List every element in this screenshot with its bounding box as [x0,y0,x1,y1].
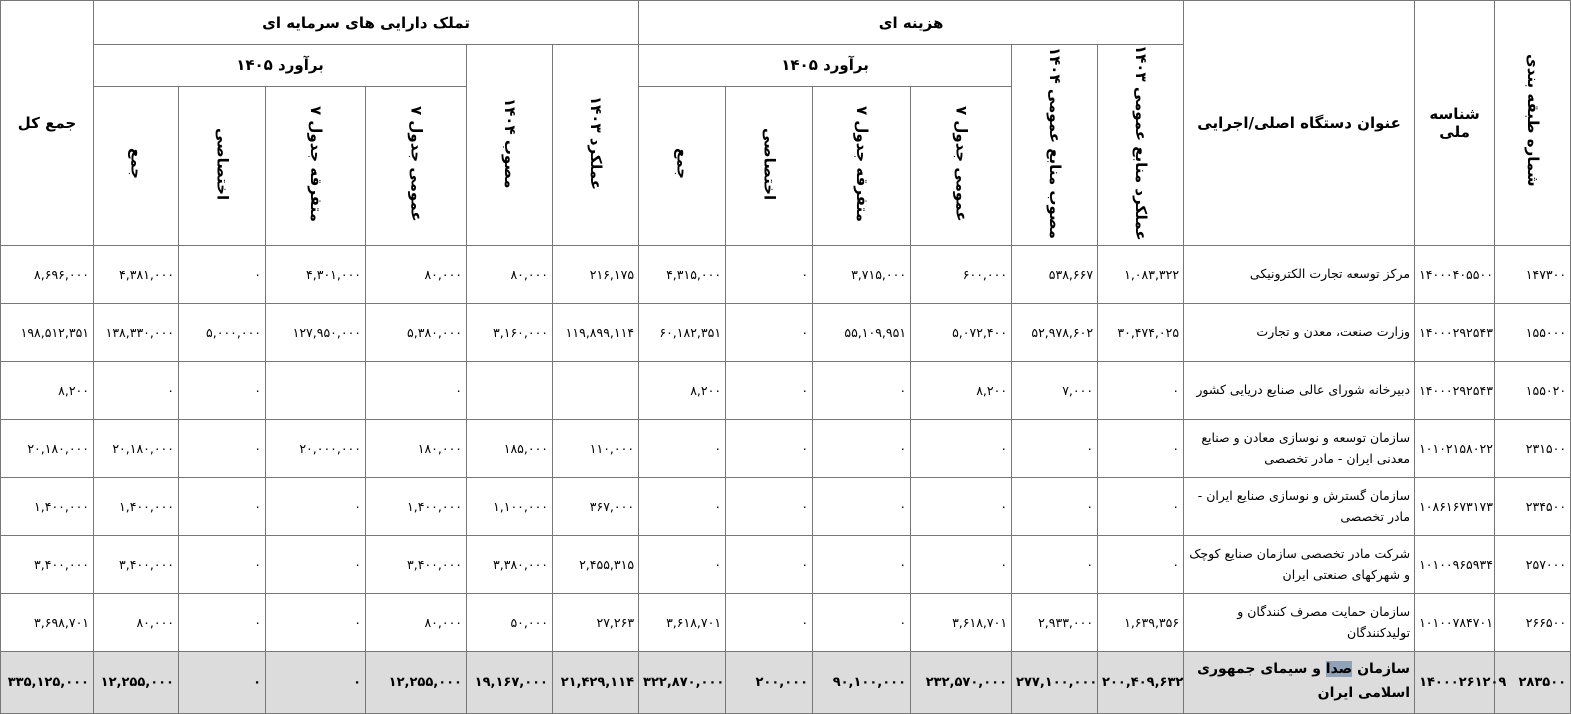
header-current-general-label: عمومی جدول ۷ [952,105,971,222]
cell-cap-performance: ۲۷,۲۶۳ [553,593,639,651]
cell-grand-total: ۳,۴۰۰,۰۰۰ [1,535,94,593]
cell-cap-approved: ۸۰,۰۰۰ [467,245,553,303]
cell-cur-misc: ۰ [813,535,911,593]
cell-cur-misc: ۵۵,۱۰۹,۹۵۱ [813,303,911,361]
cell-cap-misc: ۰ [266,593,366,651]
cell-cap-sum: ۲۰,۱۸۰,۰۰۰ [94,419,179,477]
header-capital-misc-label: متفرقه جدول ۷ [306,105,325,222]
cell-cap-sum: ۳,۴۰۰,۰۰۰ [94,535,179,593]
cell-cap-sum: ۰ [94,361,179,419]
cell-class-number: ۲۶۶۵۰۰ [1495,593,1571,651]
cell-cur-misc: ۳,۷۱۵,۰۰۰ [813,245,911,303]
cell-national-id: ۱۰۱۰۰۹۶۵۹۳۴ [1415,535,1495,593]
cell-cap-approved: ۵۰,۰۰۰ [467,593,553,651]
header-current-dedicated-label: اختصاصی [760,127,779,200]
header-current-group: هزینه ای [639,1,1184,45]
header-current-sum [639,86,726,245]
table-row [1,593,1571,651]
cell-grand-total: ۱,۴۰۰,۰۰۰ [1,477,94,535]
cell-cur-sum: ۴,۳۱۵,۰۰۰ [639,245,726,303]
cell-class-number: ۱۵۵۰۰۰ [1495,303,1571,361]
cell-cap-dedicated: ۰ [179,245,266,303]
cell-class-number: ۱۵۵۰۲۰ [1495,361,1571,419]
cell-cur-approved: ۷,۰۰۰ [1012,361,1098,419]
cell-cap-dedicated: ۵,۰۰۰,۰۰۰ [179,303,266,361]
cell-cap-approved: ۳,۳۸۰,۰۰۰ [467,535,553,593]
cell-cur-dedicated: ۰ [726,245,813,303]
total-class-number: ۲۸۳۵۰۰ [1495,651,1571,713]
cell-cur-dedicated: ۰ [726,303,813,361]
header-org-title: عنوان دستگاه اصلی/اجرایی [1184,1,1415,246]
table-row [1,477,1571,535]
header-capital-approved-1404 [467,45,553,246]
cell-org-title: دبیرخانه شورای عالی صنایع دریایی کشور [1184,361,1415,419]
cell-cap-sum: ۴,۳۸۱,۰۰۰ [94,245,179,303]
header-capital-general [366,86,467,245]
header-current-dedicated [726,86,813,245]
cell-cur-misc: ۰ [813,477,911,535]
cell-cap-misc: ۲۰,۰۰۰,۰۰۰ [266,419,366,477]
total-cap-dedicated: ۰ [179,651,266,713]
cell-cur-general: ۰ [911,419,1012,477]
cell-cap-performance [553,361,639,419]
cell-grand-total: ۲۰,۱۸۰,۰۰۰ [1,419,94,477]
cell-cap-general: ۳,۴۰۰,۰۰۰ [366,535,467,593]
cell-cur-approved: ۰ [1012,535,1098,593]
total-cap-misc: ۰ [266,651,366,713]
cell-org-title: سازمان حمایت مصرف کنندگان و تولیدکنندگان [1184,593,1415,651]
cell-grand-total: ۱۹۸,۵۱۲,۳۵۱ [1,303,94,361]
cell-class-number: ۲۳۱۵۰۰ [1495,419,1571,477]
cell-cap-misc: ۱۲۷,۹۵۰,۰۰۰ [266,303,366,361]
total-cap-approved: ۱۹,۱۶۷,۰۰۰ [467,651,553,713]
header-current-general [911,86,1012,245]
cell-org-title: سازمان توسعه و نوسازی معادن و صنایع معدنی ایران - مادر تخصصی [1184,419,1415,477]
cell-cur-sum: ۳,۶۱۸,۷۰۱ [639,593,726,651]
header-capital-sum [94,86,179,245]
cell-cap-general: ۸۰,۰۰۰ [366,245,467,303]
cell-cap-misc [266,361,366,419]
header-capital-dedicated [179,86,266,245]
cell-cur-performance: ۰ [1098,535,1184,593]
header-current-sum-label: جمع [673,148,692,180]
cell-cap-approved [467,361,553,419]
cell-cap-sum: ۱,۴۰۰,۰۰۰ [94,477,179,535]
total-cur-misc: ۹۰,۱۰۰,۰۰۰ [813,651,911,713]
total-cap-general: ۱۲,۲۵۵,۰۰۰ [366,651,467,713]
cell-cur-performance: ۰ [1098,419,1184,477]
header-capital-group: تملک دارایی های سرمایه ای [94,1,639,45]
header-class-number [1495,1,1571,246]
cell-cur-sum: ۶۰,۱۸۲,۳۵۱ [639,303,726,361]
cell-cur-performance: ۰ [1098,361,1184,419]
total-cur-dedicated: ۲۰۰,۰۰۰ [726,651,813,713]
cell-cur-general: ۵,۰۷۲,۴۰۰ [911,303,1012,361]
table-row [1,361,1571,419]
total-cur-sum: ۳۲۲,۸۷۰,۰۰۰ [639,651,726,713]
cell-grand-total: ۸,۲۰۰ [1,361,94,419]
header-capital-misc [266,86,366,245]
cell-cap-general: ۵,۳۸۰,۰۰۰ [366,303,467,361]
cell-org-title: وزارت صنعت، معدن و تجارت [1184,303,1415,361]
cell-grand-total: ۳,۶۹۸,۷۰۱ [1,593,94,651]
cell-cur-general: ۶۰۰,۰۰۰ [911,245,1012,303]
cell-cap-general: ۱,۴۰۰,۰۰۰ [366,477,467,535]
cell-cur-sum: ۰ [639,419,726,477]
cell-cap-misc: ۰ [266,477,366,535]
header-current-approved-label: مصوب منابع عمومی ۱۴۰۴ [1045,46,1064,239]
cell-cap-general: ۸۰,۰۰۰ [366,593,467,651]
total-title-highlight[interactable]: صدا [1325,661,1353,678]
header-capital-general-label: عمومی جدول ۷ [407,105,426,222]
total-grand-total: ۳۳۵,۱۲۵,۰۰۰ [1,651,94,713]
cell-cap-approved: ۱,۱۰۰,۰۰۰ [467,477,553,535]
cell-cap-sum: ۱۳۸,۳۳۰,۰۰۰ [94,303,179,361]
total-title-after: و سیمای جمهوری اسلامی ایران [1197,661,1411,702]
header-current-approved-public-1404 [1012,45,1098,246]
cell-cur-approved: ۵۳۸,۶۶۷ [1012,245,1098,303]
cell-cur-dedicated: ۰ [726,593,813,651]
header-capital-approved-label: مصوب ۱۴۰۴ [500,97,519,188]
cell-cap-misc: ۴,۳۰۱,۰۰۰ [266,245,366,303]
cell-org-title: مرکز توسعه تجارت الکترونیکی [1184,245,1415,303]
cell-cap-dedicated: ۰ [179,361,266,419]
cell-cur-performance: ۱,۶۳۹,۳۵۶ [1098,593,1184,651]
cell-cur-sum: ۰ [639,477,726,535]
total-cur-performance: ۲۰۰,۴۰۹,۶۳۲ [1098,651,1184,713]
cell-class-number: ۲۵۷۰۰۰ [1495,535,1571,593]
cell-cap-performance: ۲۱۶,۱۷۵ [553,245,639,303]
cell-cur-dedicated: ۰ [726,535,813,593]
cell-org-title: شرکت مادر تخصصی سازمان صنایع کوچک و شهرکهای صنعتی ایران [1184,535,1415,593]
cell-national-id: ۱۴۰۰۰۲۹۲۵۴۳ [1415,361,1495,419]
header-current-performance-label: عملکرد منابع عمومی ۱۴۰۳ [1131,45,1150,241]
header-row-1 [1,1,1571,45]
cell-cap-sum: ۸۰,۰۰۰ [94,593,179,651]
cell-cap-dedicated: ۰ [179,419,266,477]
cell-cap-misc: ۰ [266,535,366,593]
total-title-before: سازمان [1352,661,1411,678]
cell-cur-approved: ۵۲,۹۷۸,۶۰۲ [1012,303,1098,361]
cell-cur-misc: ۰ [813,361,911,419]
header-capital-sum-label: جمع [127,148,146,180]
cell-cap-performance: ۱۱۹,۸۹۹,۱۱۴ [553,303,639,361]
cell-national-id: ۱۴۰۰۰۴۰۵۵۰۰ [1415,245,1495,303]
cell-cap-dedicated: ۰ [179,477,266,535]
cell-cap-dedicated: ۰ [179,593,266,651]
cell-cur-general: ۸,۲۰۰ [911,361,1012,419]
cell-cap-general: ۱۸۰,۰۰۰ [366,419,467,477]
cell-cur-performance: ۳۰,۴۷۴,۰۲۵ [1098,303,1184,361]
header-capital-estimate-1405: برآورد ۱۴۰۵ [94,45,467,87]
cell-cur-approved: ۰ [1012,419,1098,477]
cell-cap-performance: ۳۶۷,۰۰۰ [553,477,639,535]
cell-cur-dedicated: ۰ [726,477,813,535]
header-current-misc [813,86,911,245]
total-cur-general: ۲۳۲,۵۷۰,۰۰۰ [911,651,1012,713]
header-current-performance-public-1403 [1098,45,1184,246]
cell-cap-general: ۰ [366,361,467,419]
total-org-title [1184,651,1415,713]
cell-cur-sum: ۸,۲۰۰ [639,361,726,419]
table-row [1,303,1571,361]
cell-cur-general: ۳,۶۱۸,۷۰۱ [911,593,1012,651]
cell-cur-sum: ۰ [639,535,726,593]
cell-cur-performance: ۰ [1098,477,1184,535]
cell-grand-total: ۸,۶۹۶,۰۰۰ [1,245,94,303]
header-class-number-label: شماره طبقه بندی [1523,54,1542,188]
cell-cur-general: ۰ [911,477,1012,535]
header-capital-performance-label: عملکرد ۱۴۰۳ [586,95,605,190]
table-row [1,419,1571,477]
cell-national-id: ۱۰۱۰۲۱۵۸۰۲۲ [1415,419,1495,477]
cell-cap-performance: ۲,۴۵۵,۳۱۵ [553,535,639,593]
total-cap-sum: ۱۲,۲۵۵,۰۰۰ [94,651,179,713]
header-capital-dedicated-label: اختصاصی [213,127,232,200]
cell-cur-performance: ۱,۰۸۳,۳۲۲ [1098,245,1184,303]
total-national-id: ۱۴۰۰۰۲۶۱۲۰۹ [1415,651,1495,713]
header-capital-performance-1403 [553,45,639,246]
table-row [1,535,1571,593]
cell-cur-approved: ۰ [1012,477,1098,535]
total-row [1,651,1571,713]
cell-org-title: سازمان گسترش و نوسازی صنایع ایران - مادر تخصصی [1184,477,1415,535]
cell-class-number: ۲۳۴۵۰۰ [1495,477,1571,535]
cell-class-number: ۱۴۷۳۰۰ [1495,245,1571,303]
cell-cap-dedicated: ۰ [179,535,266,593]
cell-cur-dedicated: ۰ [726,361,813,419]
header-current-misc-label: متفرقه جدول ۷ [852,105,871,222]
cell-cur-dedicated: ۰ [726,419,813,477]
header-grand-total: جمع کل [1,1,94,246]
cell-national-id: ۱۴۰۰۰۲۹۲۵۴۳ [1415,303,1495,361]
cell-cur-misc: ۰ [813,419,911,477]
cell-national-id: ۱۰۱۰۰۷۸۴۷۰۱ [1415,593,1495,651]
cell-cap-approved: ۳,۱۶۰,۰۰۰ [467,303,553,361]
cell-national-id: ۱۰۸۶۱۶۷۳۱۷۳ [1415,477,1495,535]
table-row [1,245,1571,303]
cell-cur-misc: ۰ [813,593,911,651]
cell-cur-approved: ۲,۹۳۳,۰۰۰ [1012,593,1098,651]
total-cap-performance: ۲۱,۴۲۹,۱۱۴ [553,651,639,713]
table-body [1,245,1571,651]
cell-cap-performance: ۱۱۰,۰۰۰ [553,419,639,477]
total-cur-approved: ۲۷۷,۱۰۰,۰۰۰ [1012,651,1098,713]
cell-cur-general: ۰ [911,535,1012,593]
header-national-id: شناسه ملی [1415,1,1495,246]
header-current-estimate-1405: برآورد ۱۴۰۵ [639,45,1012,87]
cell-cap-approved: ۱۸۵,۰۰۰ [467,419,553,477]
